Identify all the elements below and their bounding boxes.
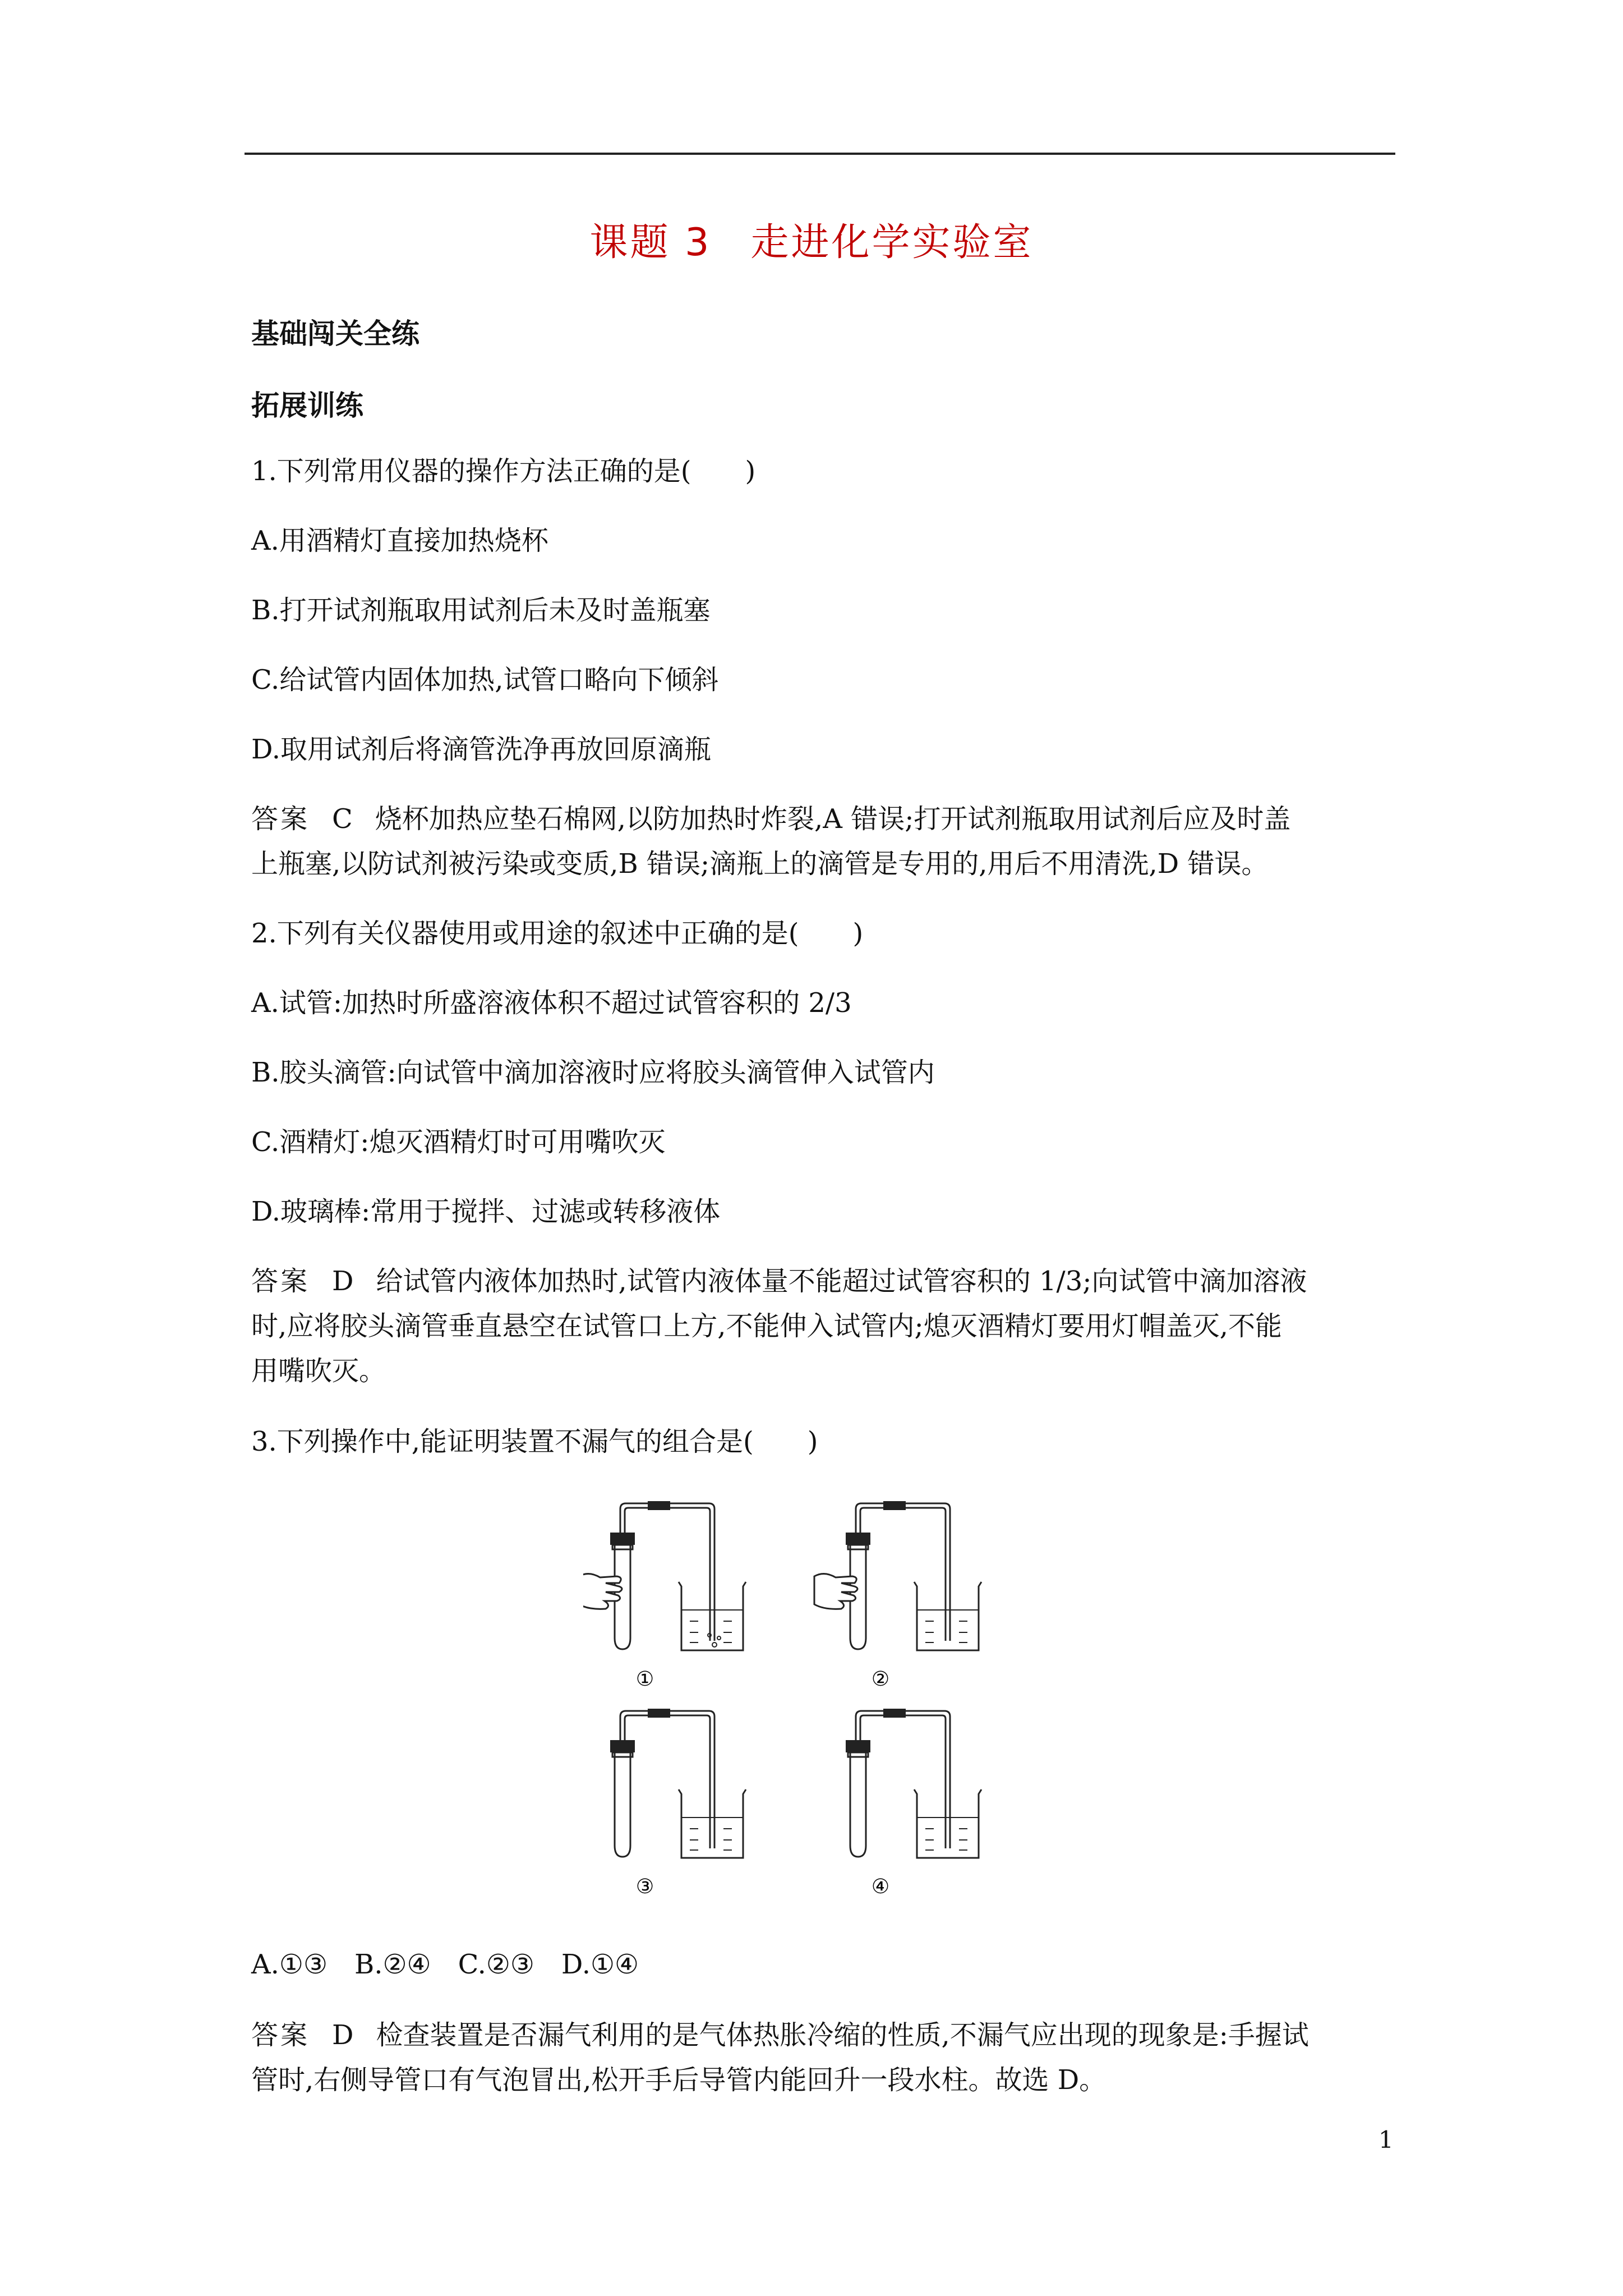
q1-option-d: D.取用试剂后将滴管洗净再放回原滴瓶: [251, 734, 712, 765]
figure-label-3: ③: [635, 1875, 654, 1898]
setup-3: [610, 1709, 746, 1858]
q1-answer-key: C: [332, 803, 353, 835]
q3-answer-line-1: [251, 2013, 1395, 2058]
figure-label-4: ④: [871, 1875, 890, 1898]
q2-answer-line-1: [251, 1259, 1395, 1304]
header-rule: [245, 153, 1395, 155]
q2-option-b: B.胶头滴管:向试管中滴加溶液时应将胶头滴管伸入试管内: [251, 1057, 935, 1088]
title-number: 课题 3: [589, 220, 712, 265]
title-text: 走进化学实验室: [750, 220, 1034, 265]
figure-label-1: ①: [635, 1668, 654, 1691]
q1-option-b: B.打开试剂瓶取用试剂后未及时盖瓶塞: [251, 595, 711, 626]
q1-answer-label: 答案: [251, 803, 310, 835]
q2-stem: 2.下列有关仪器使用或用途的叙述中正确的是( ): [251, 918, 864, 949]
page-number: 1: [1378, 2126, 1394, 2154]
q2-option-c: C.酒精灯:熄灭酒精灯时可用嘴吹灭: [251, 1126, 666, 1158]
page-title: [0, 212, 1623, 266]
q2-option-a: A.试管:加热时所盛溶液体积不超过试管容积的 2/3: [251, 987, 852, 1019]
q1-answer-text-1: 烧杯加热应垫石棉网,以防加热时炸裂,A 错误;打开试剂瓶取用试剂后应及时盖: [375, 803, 1291, 835]
q3-answer-key: D: [332, 2019, 354, 2051]
q2-answer-key: D: [332, 1266, 354, 1297]
setup-2: [814, 1501, 981, 1650]
q3-stem: 3.下列操作中,能证明装置不漏气的组合是( ): [251, 1426, 818, 1457]
q2-option-d: D.玻璃棒:常用于搅拌、过滤或转移液体: [251, 1196, 721, 1227]
q1-option-a: A.用酒精灯直接加热烧杯: [251, 525, 548, 556]
q1-stem: 1.下列常用仪器的操作方法正确的是( ): [251, 455, 756, 487]
q3-answer-line-2: 管时,右侧导管口有气泡冒出,松开手后导管内能回升一段水柱。故选 D。: [251, 2064, 1106, 2096]
q2-answer-text-1: 给试管内液体加热时,试管内液体量不能超过试管容积的 1/3;向试管中滴加溶液: [376, 1266, 1307, 1297]
q2-answer-label: 答案: [251, 1266, 310, 1297]
figure-label-2: ②: [871, 1668, 890, 1691]
apparatus-figure: [583, 1498, 987, 1902]
setup-4: [846, 1709, 981, 1902]
q1-option-c: C.给试管内固体加热,试管口略向下倾斜: [251, 664, 719, 696]
q1-answer-line-2: 上瓶塞,以防试剂被污染或变质,B 错误;滴瓶上的滴管是专用的,用后不用清洗,D 错误。: [251, 848, 1269, 880]
setup-1: [583, 1501, 746, 1650]
q1-answer-line-1: [251, 797, 1395, 841]
q3-options: A.①③ B.②④ C.②③ D.①④: [251, 1949, 639, 1980]
section-heading-extension: 拓展训练: [251, 389, 363, 422]
q3-answer-text-1: 检查装置是否漏气利用的是气体热胀冷缩的性质,不漏气应出现的现象是:手握试: [376, 2019, 1309, 2051]
q2-answer-line-3: 用嘴吹灭。: [251, 1355, 386, 1387]
section-heading-basic: 基础闯关全练: [251, 318, 419, 350]
q2-answer-line-2: 时,应将胶头滴管垂直悬空在试管口上方,不能伸入试管内;熄灭酒精灯要用灯帽盖灭,不能: [251, 1310, 1282, 1342]
q3-answer-label: 答案: [251, 2019, 310, 2051]
